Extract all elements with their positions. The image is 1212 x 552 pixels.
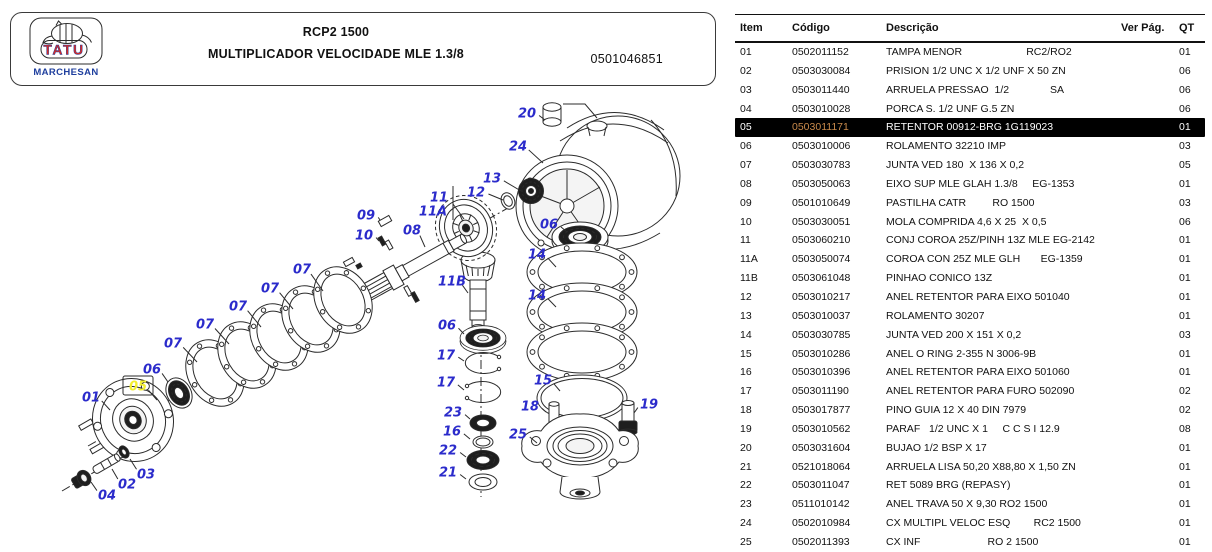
table-row-19 [735,420,1205,439]
diagram-callout-14: 14 [527,247,547,263]
parts-table-header [735,15,1205,43]
cell-code: 0503011171 [792,121,849,134]
table-row-03 [735,81,1205,100]
doc-titles [11,25,661,61]
cell-ver [1121,156,1179,175]
cell-item: 23 [740,498,752,511]
cell-code: 0511010142 [792,498,850,511]
diagram-callout-25: 25 [508,427,528,443]
diagram-callout-19: 19 [639,397,659,413]
parts-table-body [735,43,1205,552]
table-row-16 [735,363,1205,382]
cell-code: 0503010037 [792,309,851,322]
cell-item: 25 [740,535,752,548]
cell-desc: COROA CON 25Z MLE GLH EG-1359 [886,253,1083,266]
cell-desc: JUNTA VED 180 X 136 X 0,2 [886,159,1025,172]
diagram-callout-07: 07 [163,336,183,352]
table-row-04 [735,100,1205,119]
cell-qt: 01 [1179,121,1191,134]
cell-item: 10 [740,215,752,228]
cell-qt: 01 [1179,46,1191,58]
cell-qt: 01 [1179,441,1191,454]
cell-code: 0503010562 [792,422,851,435]
table-row-23 [735,495,1205,514]
part-washer-12 [499,191,518,212]
cell-ver [1121,194,1179,213]
cell-code: 0501010649 [792,196,851,209]
cell-code: 0503011440 [792,83,850,96]
diagram-callout-07: 07 [260,281,280,297]
brand-subname: MARCHESAN [33,67,99,78]
diagram-callout-07: 07 [195,317,215,333]
cell-qt: 01 [1179,272,1191,285]
cell-qt: 01 [1179,517,1191,530]
cell-desc: PRISION 1/2 UNC X 1/2 UNF X 50 ZN [886,64,1066,77]
cell-ver [1121,307,1179,326]
cell-desc: EIXO SUP MLE GLAH 1.3/8 EG-1353 [886,177,1075,190]
diagram-callout-20: 20 [517,106,537,122]
cell-item: 04 [740,102,752,115]
diagram-callout-06: 06 [142,362,162,378]
col-codigo: Código [792,22,830,34]
cell-qt: 01 [1179,535,1191,548]
cell-item: 19 [740,422,752,435]
cell-ver [1121,175,1179,194]
diagram-callout-10: 10 [354,228,374,244]
table-row-24 [735,514,1205,533]
cell-code: 0503030783 [792,159,851,172]
cell-desc: RET 5089 BRG (REPASY) [886,479,1011,492]
col-qt: QT [1179,22,1195,34]
cell-ver [1121,81,1179,100]
diagram-callout-01: 01 [81,390,101,406]
cell-ver [1121,476,1179,495]
cell-item: 09 [740,196,752,209]
diagram-callout-09: 09 [356,208,376,224]
table-row-22 [735,476,1205,495]
diagram-callout-17: 17 [436,348,456,364]
cell-item: 07 [740,159,752,172]
part-nut-04 [70,468,94,491]
cell-code: 0503010217 [792,290,851,303]
cell-qt: 06 [1179,215,1191,228]
cell-item: 22 [740,479,752,492]
cell-desc: JUNTA VED 200 X 151 X 0,2 [886,328,1022,341]
cell-code: 0503030084 [792,64,851,77]
diagram-callout-11A: 11A [418,204,448,220]
part-snapring-17 [465,353,500,374]
diagram-callout-14: 14 [527,288,547,304]
cell-desc: CONJ COROA 25Z/PINH 13Z MLE EG-2142 [886,234,1095,247]
cell-desc: PARAF 1/2 UNC X 1 C C S I 12.9 [886,422,1060,435]
diagram-callout-21: 21 [438,465,458,481]
col-descricao: Descrição [886,22,939,34]
cell-ver [1121,439,1179,458]
cell-item: 14 [740,328,752,341]
cell-ver [1121,231,1179,250]
table-row-15 [735,345,1205,364]
diagram-callout-15: 15 [533,373,553,389]
cell-item: 05 [740,121,752,134]
cell-qt: 01 [1179,253,1191,266]
cell-code: 0502011393 [792,535,850,548]
cell-qt: 08 [1179,422,1191,435]
cell-desc: PINO GUIA 12 X 40 DIN 7979 [886,404,1027,417]
cell-ver [1121,514,1179,533]
cell-qt: 02 [1179,385,1191,398]
cell-item: 21 [740,460,752,473]
diagram-callout-12: 12 [466,185,486,201]
cell-desc: MOLA COMPRIDA 4,6 X 25 X 0,5 [886,215,1047,228]
table-row-08 [735,175,1205,194]
part-snapring-17 [465,382,500,403]
cell-ver [1121,118,1179,137]
cell-desc: TAMPA MENOR RC2/RO2 [886,46,1072,58]
cell-desc: PORCA S. 1/2 UNF G.5 ZN [886,102,1015,115]
cell-qt: 06 [1179,102,1191,115]
cell-desc: BUJAO 1/2 BSP X 17 [886,441,987,454]
table-row-10 [735,213,1205,232]
table-row-18 [735,401,1205,420]
col-ver-pag: Ver Pág. [1121,22,1165,34]
cell-item: 20 [740,441,752,454]
cell-qt: 01 [1179,479,1191,492]
exploded-diagram [0,86,728,517]
diagram-callout-24: 24 [508,139,528,155]
table-row-12 [735,288,1205,307]
cell-desc: ANEL RETENTOR PARA EIXO 501040 [886,290,1070,303]
cell-ver [1121,326,1179,345]
cell-ver [1121,62,1179,81]
cell-ver [1121,269,1179,288]
diagram-callout-11B: 11B [438,274,466,290]
cell-qt: 01 [1179,309,1191,322]
cell-qt: 01 [1179,347,1191,360]
diagram-callout-16: 16 [442,424,462,440]
diagram-callout-05: 05 [128,379,148,395]
cell-desc: ARRUELA PRESSAO 1/2 SA [886,83,1064,96]
table-row-13 [735,307,1205,326]
part-washer-21 [469,474,497,490]
cell-ver [1121,401,1179,420]
cell-qt: 01 [1179,366,1191,379]
cell-ver [1121,420,1179,439]
cell-qt: 06 [1179,64,1191,77]
cell-item: 24 [740,517,752,530]
cell-ver [1121,43,1179,62]
cell-desc: ANEL TRAVA 50 X 9,30 RO2 1500 [886,498,1048,511]
table-row-14 [735,326,1205,345]
table-row-05 [735,118,1205,137]
cell-ver [1121,495,1179,514]
cell-ver [1121,458,1179,477]
table-row-07 [735,156,1205,175]
cell-item: 11 [740,234,751,247]
cell-code: 0503011190 [792,385,849,398]
part-gasket-14 [527,323,637,381]
cell-qt: 02 [1179,404,1191,417]
cell-item: 11A [740,253,758,266]
cell-code: 0503050074 [792,253,851,266]
diagram-callout-06: 06 [437,318,457,334]
part-bearing-06-mid [460,326,506,354]
table-row-20 [735,439,1205,458]
cell-item: 02 [740,64,752,77]
cell-item: 12 [740,290,752,303]
cell-desc: ROLAMENTO 30207 [886,309,985,322]
diagram-callout-22: 22 [438,443,458,459]
cell-code: 0503010286 [792,347,851,360]
cell-item: 16 [740,366,752,379]
cell-qt: 03 [1179,196,1191,209]
cell-item: 15 [740,347,752,360]
cell-code: 0503030785 [792,328,851,341]
cell-desc: PASTILHA CATR RO 1500 [886,196,1035,209]
cell-qt: 01 [1179,290,1191,303]
part-ring-23 [470,415,496,431]
cell-code: 0503010396 [792,366,851,379]
cell-qt: 01 [1179,177,1191,190]
doc-title-description: MULTIPLICADOR VELOCIDADE MLE 1.3/8 [208,47,464,61]
cell-code: 0503010028 [792,102,851,115]
table-row-02 [735,62,1205,81]
cell-ver [1121,345,1179,364]
cell-code: 0503061048 [792,272,851,285]
cell-code: 0502011152 [792,46,849,58]
cell-item: 18 [740,404,752,417]
diagram-callout-07: 07 [228,299,248,315]
cell-desc: PINHAO CONICO 13Z [886,272,993,285]
diagram-callout-23: 23 [443,405,463,421]
cell-desc: ANEL RETENTOR PARA EIXO 501060 [886,366,1070,379]
header-box [10,12,716,86]
table-row-17 [735,382,1205,401]
table-row-11 [735,231,1205,250]
table-row-11A [735,250,1205,269]
diagram-callout-18: 18 [520,399,540,415]
parts-table [735,14,1205,552]
cell-code: 0503011047 [792,479,850,492]
part-ring-16 [473,436,493,448]
cell-code: 0521018064 [792,460,851,473]
cell-code: 0503017877 [792,404,851,417]
cell-desc: RETENTOR 00912-BRG 1G119023 [886,121,1054,134]
cell-item: 08 [740,177,752,190]
cell-desc: ANEL O RING 2-355 N 3006-9B [886,347,1037,360]
cell-qt: 01 [1179,460,1191,473]
cell-qt: 01 [1179,498,1191,511]
cell-item: 01 [740,46,752,58]
table-row-06 [735,137,1205,156]
cell-ver [1121,250,1179,269]
cell-code: 0503050063 [792,177,851,190]
diagram-callout-08: 08 [402,223,422,239]
part-bearing-13 [519,179,544,204]
cell-desc: ANEL RETENTOR PARA FURO 502090 [886,385,1075,398]
cell-item: 06 [740,140,752,153]
cell-ver [1121,363,1179,382]
cell-ver [1121,137,1179,156]
diagram-callout-03: 03 [136,467,156,483]
cell-code: 0503060210 [792,234,851,247]
brand-name: TATU [43,41,85,58]
cell-code: 0502010984 [792,517,851,530]
diagram-callout-17: 17 [436,375,456,391]
cell-ver [1121,100,1179,119]
col-item: Item [740,22,763,34]
cell-code: 0503030051 [792,215,851,228]
cell-ver [1121,213,1179,232]
cell-qt: 01 [1179,234,1191,247]
cell-qt: 05 [1179,159,1191,172]
diagram-callout-06: 06 [539,217,559,233]
table-row-25 [735,533,1205,552]
cell-item: 03 [740,83,752,96]
diagram-callout-07: 07 [292,262,312,278]
doc-code: 0501046851 [590,52,663,66]
table-row-09 [735,194,1205,213]
table-row-11B [735,269,1205,288]
cell-code: 0503010006 [792,140,851,153]
cell-desc: CX MULTIPL VELOC ESQ RC2 1500 [886,517,1081,530]
cell-ver [1121,288,1179,307]
cell-ver [1121,382,1179,401]
diagram-callout-13: 13 [482,171,502,187]
part-stud-02 [92,453,121,475]
cell-code: 0503031604 [792,441,851,454]
diagram-callout-11: 11 [429,190,449,206]
cell-qt: 03 [1179,328,1191,341]
diagram-callout-02: 02 [117,477,137,493]
table-row-01 [735,43,1205,62]
cell-ver [1121,533,1179,552]
cell-qt: 03 [1179,140,1191,153]
diagram-callout-04: 04 [97,488,117,504]
table-row-21 [735,458,1205,477]
cell-desc: CX INF RO 2 1500 [886,535,1039,548]
cell-desc: ARRUELA LISA 50,20 X88,80 X 1,50 ZN [886,460,1076,473]
part-ring-22 [467,451,499,470]
cell-qt: 06 [1179,83,1191,96]
cell-desc: ROLAMENTO 32210 IMP [886,140,1007,153]
cell-item: 17 [740,385,752,398]
doc-title-model: RCP2 1500 [302,25,370,39]
cell-item: 13 [740,309,752,322]
cell-item: 11B [740,272,758,285]
